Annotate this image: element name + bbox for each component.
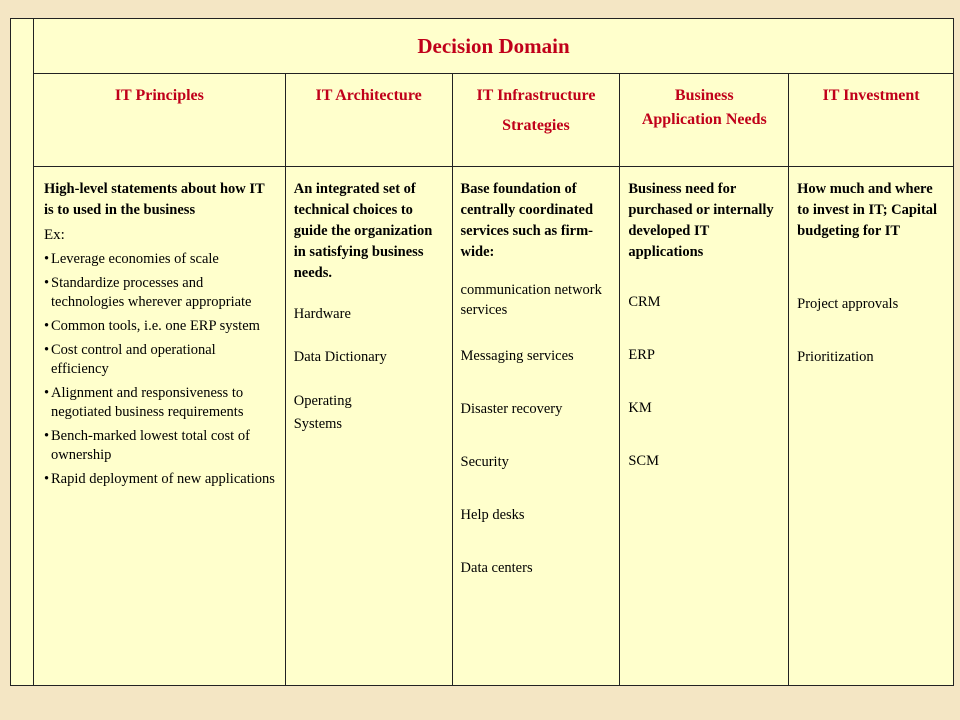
it-architecture-description: An integrated set of technical choices to guide the organization in satisfying business needs. [293,181,433,281]
cell-it-investment [789,167,953,686]
decision-domain-table [10,18,954,686]
bullet-icon: • [44,318,50,334]
header-row [34,74,953,167]
table-main [34,19,953,685]
header-it-infrastructure [453,74,621,166]
list-item: Operating [293,393,352,409]
list-item: Help desks [460,507,525,523]
header-it-infrastructure-label: IT Infrastructure [476,87,596,104]
list-item [44,427,277,465]
cell-it-infrastructure [453,167,621,686]
title-row [34,19,953,74]
bullet-text: Alignment and responsiveness to negotiated business requirements [51,385,244,420]
examples-label: Ex: [44,227,65,243]
bullet-text: Cost control and operational efficiency [51,342,216,377]
list-item [44,250,277,269]
bullet-text: Common tools, i.e. one ERP system [51,318,260,334]
list-item: KM [628,400,652,416]
business-needs-description: Business need for purchased or internally developed IT applications [628,181,774,260]
bullet-icon: • [44,342,50,358]
list-item: Data centers [460,560,533,576]
bullet-icon: • [44,428,50,444]
body-row [34,167,953,686]
bullet-text: Bench-marked lowest total cost of ownership [51,428,250,463]
list-item: Prioritization [797,349,874,365]
header-it-principles: IT Principles [34,74,286,166]
list-item: Data Dictionary [293,349,387,365]
list-item: CRM [628,294,661,310]
list-item [44,341,277,379]
list-item [44,470,277,489]
bullet-icon: • [44,275,50,291]
list-item: SCM [628,453,659,469]
header-strategies-label: Strategies [502,117,570,134]
list-item [44,384,277,422]
list-item: Systems [293,416,343,432]
list-item: communication network services [460,282,602,318]
bullet-text: Rapid deployment of new applications [51,471,275,487]
bullet-icon: • [44,385,50,401]
header-business-application-needs: Business Application Needs [620,74,789,166]
list-item: ERP [628,347,655,363]
bullet-icon: • [44,251,50,267]
it-principles-description: High-level statements about how IT is to used in the business [44,181,265,218]
list-item: Disaster recovery [460,401,563,417]
it-investment-description: How much and where to invest in IT; Capital budgeting for IT [797,181,938,239]
bullet-text: Leverage economies of scale [51,251,219,267]
table-title: Decision Domain [417,33,570,58]
list-item [44,274,277,312]
cell-business-application-needs [620,167,789,686]
bullet-icon: • [44,471,50,487]
it-infrastructure-description: Base foundation of centrally coordinated services such as firm-wide: [460,181,594,260]
header-it-architecture: IT Architecture [286,74,453,166]
list-item: Project approvals [797,296,899,312]
cell-it-principles [34,167,286,686]
header-it-investment: IT Investment [822,87,920,104]
cell-it-architecture [286,167,453,686]
list-item: Messaging services [460,348,574,364]
left-margin-column [11,19,34,685]
list-item [44,317,277,336]
list-item: Hardware [293,306,351,322]
list-item: Security [460,454,509,470]
bullet-text: Standardize processes and technologies wherever appropriate [51,275,252,310]
